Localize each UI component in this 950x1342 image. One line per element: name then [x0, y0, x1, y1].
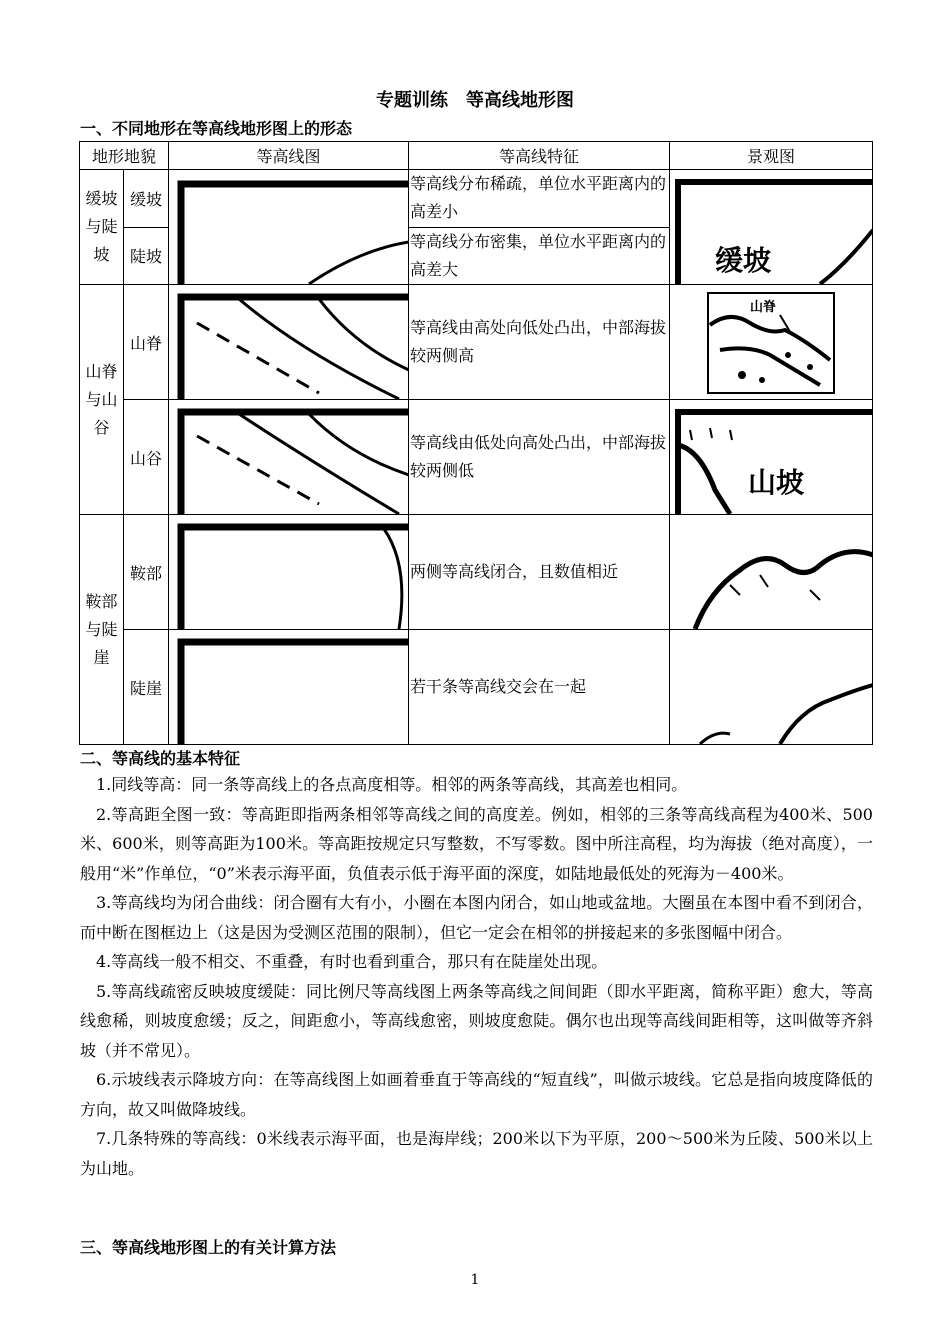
header-landscape: 景观图	[670, 142, 873, 170]
paragraph: 6.示坡线表示降坡方向：在等高线图上如画着垂直于等高线的“短直线”，叫做示坡线。它总是指向坡度降低的方向，故又叫做降坡线。	[80, 1070, 873, 1119]
feature-valley: 等高线由低处向高处凸出，中部海拔较两侧低	[409, 400, 670, 515]
landscape-gentle-label: 缓坡	[715, 244, 772, 277]
terrain-table	[79, 141, 873, 745]
header-terrain: 地形地貌	[80, 142, 169, 170]
table-row	[80, 285, 873, 400]
paragraph: 2.等高距全图一致：等高距即指两条相邻等高线之间的高度差。例如，相邻的三条等高线高程为400米、500米、600米，则等高距为100米。等高距按规定只写整数，不写零数。图中所注高程，均为海拔（绝对高度），一般用“米”作单位，“0”米表示海平面，负值表示低于海平面的深度，如陆地最低处的死海为－400米。	[80, 804, 873, 883]
feature-steep: 等高线分布密集，单位水平距离内的高差大	[409, 227, 670, 285]
table-header-row	[80, 142, 873, 170]
section-2-heading: 二、等高线的基本特征	[80, 749, 241, 768]
section-2-body	[80, 770, 873, 1183]
landscape-ridge	[670, 285, 873, 400]
row-name-gentle: 缓坡	[124, 170, 169, 228]
contour-map-cliff	[169, 630, 409, 745]
table-row	[80, 170, 873, 228]
landscape-cliff	[670, 630, 873, 745]
category-saddle-cliff: 鞍部与陡崖	[80, 515, 124, 745]
paragraph: 4.等高线一般不相交、不重叠，有时也看到重合，那只有在陡崖处出现。	[96, 952, 608, 971]
page-title: 专题训练 等高线地形图	[376, 90, 574, 111]
contour-map-saddle	[169, 515, 409, 630]
paragraph: 5.等高线疏密反映坡度缓陡：同比例尺等高线图上两条等高线之间间距（即水平距离，简称平距）愈大，等高线愈稀，则坡度愈缓；反之，间距愈小，等高线愈密，则坡度愈陡。偶尔也出现等高线间距相等，这叫做等齐斜坡（并不常见）。	[80, 981, 873, 1060]
section-3-heading: 三、等高线地形图上的有关计算方法	[80, 1238, 337, 1257]
paragraph: 1.同线等高：同一条等高线上的各点高度相等。相邻的两条等高线，其高差也相同。	[96, 775, 688, 794]
table-row	[80, 515, 873, 630]
category-gentle-steep: 缓坡与陡坡	[80, 170, 124, 285]
row-name-saddle: 鞍部	[124, 515, 169, 630]
landscape-ridge-label: 山脊	[750, 300, 777, 315]
contour-map-gentle-steep	[169, 170, 409, 285]
section-1-heading: 一、不同地形在等高线地形图上的形态	[80, 119, 353, 138]
feature-saddle: 两侧等高线闭合，且数值相近	[409, 515, 670, 630]
page-number: 1	[470, 1272, 480, 1288]
header-contour-feature: 等高线特征	[409, 142, 670, 170]
landscape-gentle	[670, 170, 873, 285]
row-name-valley: 山谷	[124, 400, 169, 515]
row-name-ridge: 山脊	[124, 285, 169, 400]
feature-ridge: 等高线由高处向低处凸出，中部海拔较两侧高	[409, 285, 670, 400]
header-contour-map: 等高线图	[169, 142, 409, 170]
category-ridge-valley: 山脊与山谷	[80, 285, 124, 515]
table-row	[80, 400, 873, 515]
landscape-valley-label: 山坡	[748, 466, 805, 499]
table-row	[80, 630, 873, 745]
landscape-saddle	[670, 515, 873, 630]
landscape-valley	[670, 400, 873, 515]
contour-map-valley	[169, 400, 409, 515]
paragraph: 3.等高线均为闭合曲线：闭合圈有大有小，小圈在本图内闭合，如山地或盆地。大圈虽在本图中看不到闭合，而中断在图框边上（这是因为受测区范围的限制），但它一定会在相邻的拼接起来的多张图幅中闭合。	[80, 893, 873, 942]
contour-map-ridge	[169, 285, 409, 400]
feature-cliff: 若干条等高线交会在一起	[409, 630, 670, 745]
paragraph: 7.几条特殊的等高线：0米线表示海平面，也是海岸线；200米以下为平原，200～500米为丘陵、500米以上为山地。	[80, 1129, 873, 1178]
row-name-steep: 陡坡	[124, 227, 169, 285]
row-name-cliff: 陡崖	[124, 630, 169, 745]
feature-gentle: 等高线分布稀疏，单位水平距离内的高差小	[409, 170, 670, 228]
